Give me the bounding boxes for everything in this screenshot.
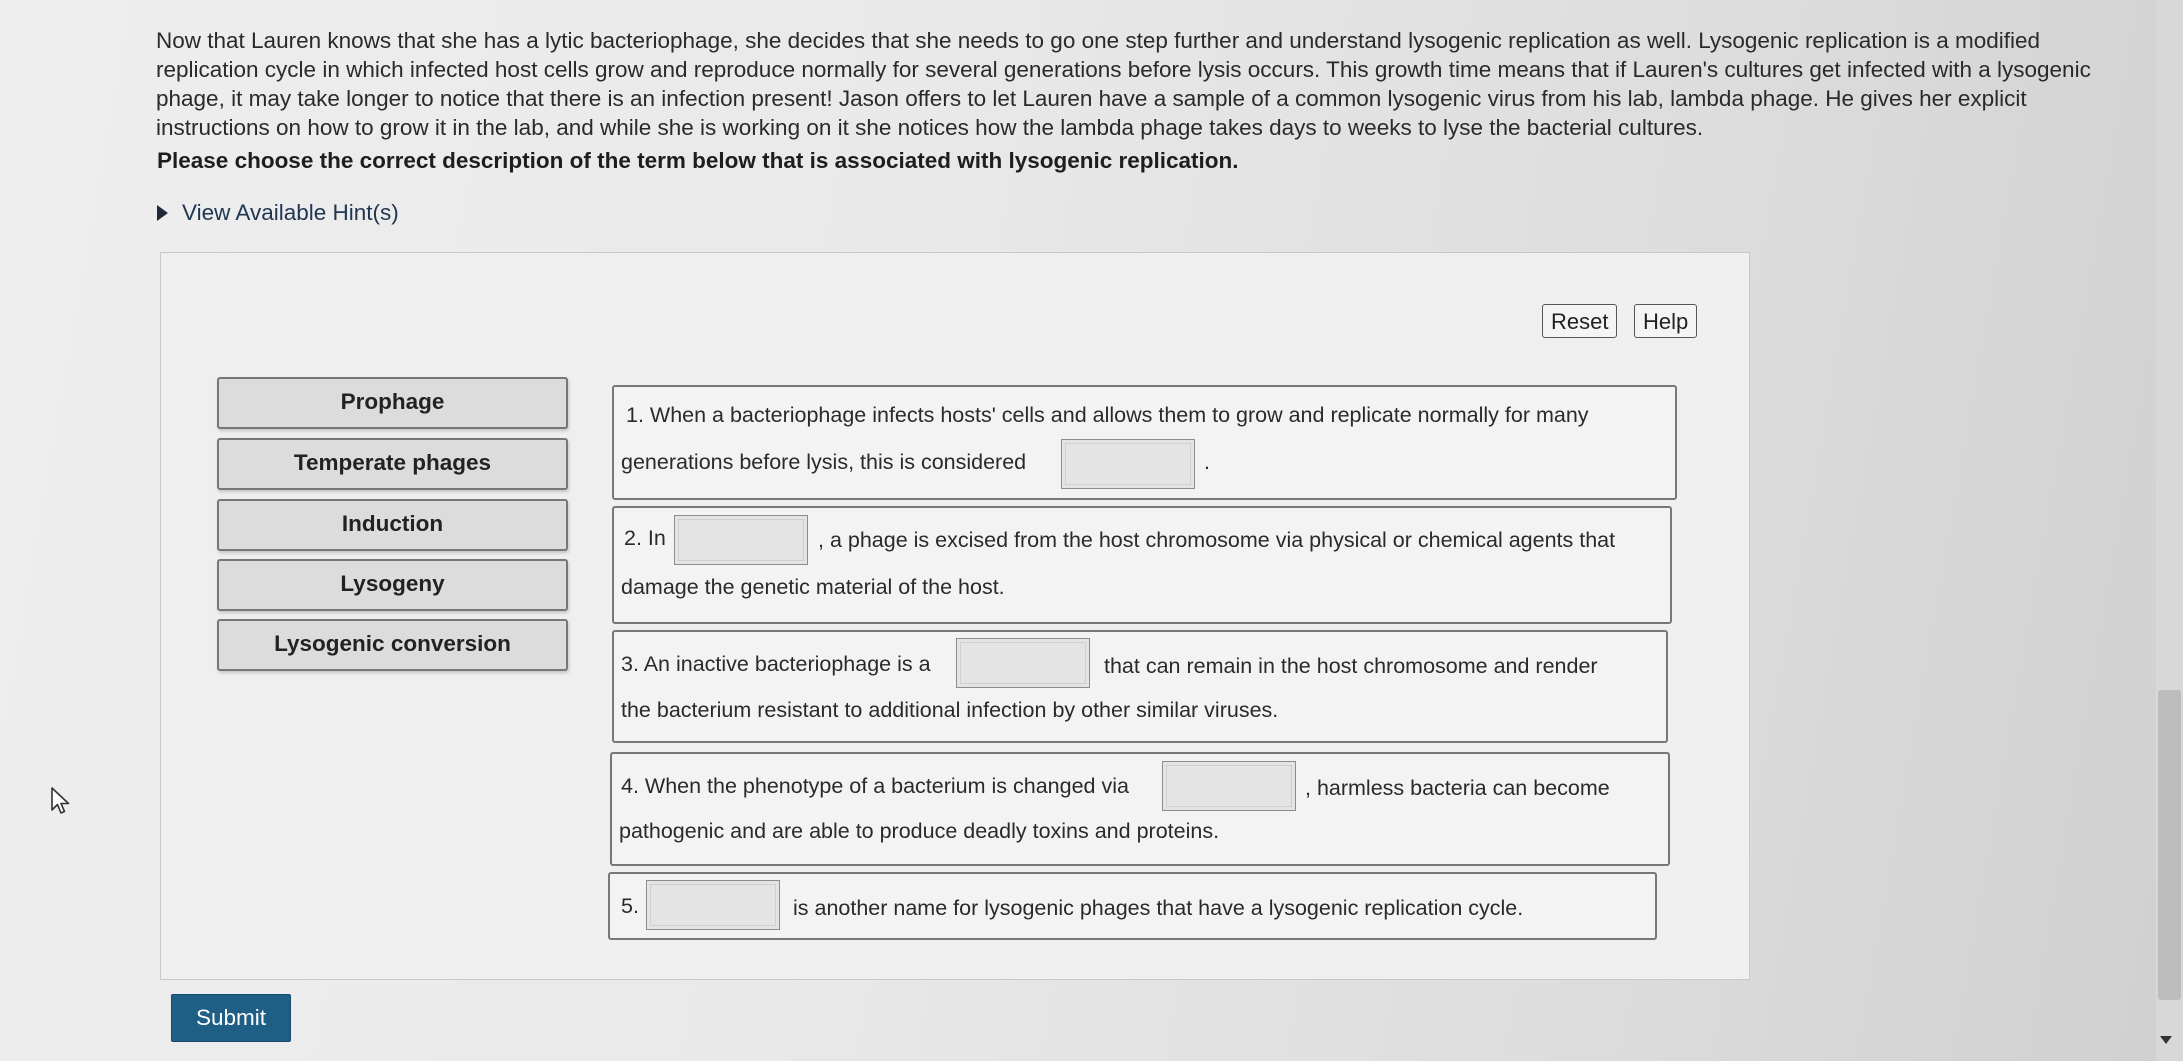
- scrollbar-thumb[interactable]: [2158, 690, 2181, 1000]
- term-tile-lysogeny[interactable]: Lysogeny: [217, 559, 568, 611]
- sentence-4-start: 4. When the phenotype of a bacterium is changed via: [621, 774, 1129, 798]
- term-tile-temperate-phages[interactable]: Temperate phages: [217, 438, 568, 490]
- term-tile-prophage[interactable]: Prophage: [217, 377, 568, 429]
- sentence-1-end: .: [1204, 450, 1210, 474]
- drop-target-1[interactable]: [1061, 439, 1195, 489]
- sentence-1-line-1: 1. When a bacteriophage infects hosts' cells and allows them to grow and replicate normally for many: [626, 403, 1589, 427]
- sentence-1-line-2: generations before lysis, this is considered: [621, 450, 1027, 474]
- mouse-cursor-icon: [50, 786, 72, 816]
- sentence-5-rest: is another name for lysogenic phages that have a lysogenic replication cycle.: [793, 896, 1524, 920]
- sentence-2-start: 2. In: [624, 526, 666, 550]
- drop-target-4[interactable]: [1162, 761, 1296, 811]
- expand-triangle-icon: [157, 205, 168, 221]
- sentence-4-line-2: pathogenic and are able to produce deadly toxins and proteins.: [619, 819, 1220, 843]
- problem-intro-text: Now that Lauren knows that she has a lytic bacteriophage, she decides that she needs to go one step further and understand lysogenic replication as well. Lysogenic replication is a modified replication cycle in which infected host cells grow and reproduce normally for several generations before lysis occurs. This growth time means that if Lauren's cultures get infected with a lysogenic phage, it may take longer to notice that there is an infection present! Jason offers to let Lauren have a sample of a common lysogenic virus from his lab, lambda phage. He gives her explicit instructions on how to grow it in the lab, and while she is working on it she notices how the lambda phage takes days to weeks to lyse the bacterial cultures.: [156, 28, 2091, 140]
- submit-button[interactable]: Submit: [171, 994, 291, 1042]
- drop-target-2[interactable]: [674, 515, 808, 565]
- sentence-box-3: [612, 630, 1668, 743]
- term-tile-induction[interactable]: Induction: [217, 499, 568, 551]
- sentence-box-1: [612, 385, 1677, 500]
- drop-target-3[interactable]: [956, 638, 1090, 688]
- sentence-box-5: [608, 872, 1657, 940]
- sentence-box-2: [612, 506, 1672, 624]
- sentence-3-line-2: the bacterium resistant to additional infection by other similar viruses.: [621, 698, 1279, 722]
- sentence-2-line-1-rest: , a phage is excised from the host chromosome via physical or chemical agents that: [818, 528, 1616, 552]
- sentence-3-start: 3. An inactive bacteriophage is a: [621, 652, 931, 676]
- term-tile-lysogenic-conversion[interactable]: Lysogenic conversion: [217, 619, 568, 671]
- help-button[interactable]: Help: [1634, 304, 1697, 338]
- drop-target-5[interactable]: [646, 880, 780, 930]
- sentence-box-4: [610, 752, 1670, 866]
- sentence-3-line-1-rest: that can remain in the host chromosome and render: [1104, 654, 1598, 678]
- question-prompt: Please choose the correct description of the term below that is associated with lysogenic replication.: [157, 148, 1239, 173]
- sentence-5-start: 5.: [621, 894, 639, 918]
- view-hints-toggle[interactable]: [157, 200, 399, 226]
- sentence-4-line-1-rest: , harmless bacteria can become: [1305, 776, 1610, 800]
- reset-button[interactable]: Reset: [1542, 304, 1617, 338]
- view-hints-label: View Available Hint(s): [182, 200, 399, 225]
- sentence-2-line-2: damage the genetic material of the host.: [621, 575, 1005, 599]
- scroll-down-arrow-icon[interactable]: [2160, 1036, 2172, 1044]
